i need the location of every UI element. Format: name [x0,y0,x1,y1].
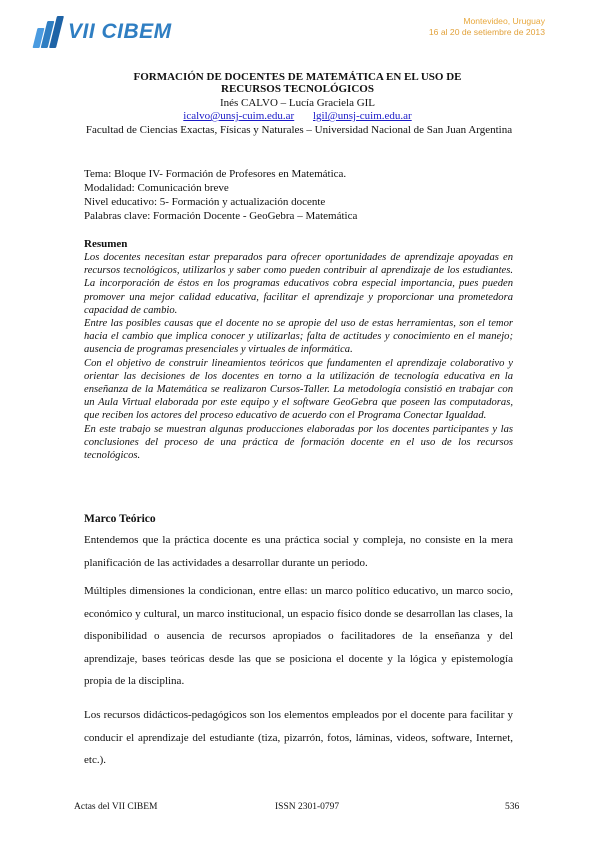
meta-palabras-clave: Palabras clave: Formación Docente - GeoGebra – Matemática [84,210,358,222]
marco-teorico-heading: Marco Teórico [84,513,156,525]
abstract-paragraph: Entre las posibles causas que el docente no se apropie del uso de estas herramientas, son el temor hacia el cambio que implica conocer y utilizarlas; falta de actitudes y conocimiento en el manejo; ausencia de programas presenciales y virtuales de informática. [84,318,513,356]
title-line-1: FORMACIÓN DE DOCENTES DE MATEMÁTICA EN EL USO DE [133,71,462,83]
event-info [429,16,545,38]
cibem-logo [34,14,172,50]
body-paragraph: Múltiples dimensiones la condicionan, entre ellas: un marco político educativo, un marco socio, económico y cultural, un marco institucional, un espacio físico donde se desarrollan las clases, la disponibilidad o ausencia de recursos apropiados o facilitadores de la enseñanza y del aprendizaje, bases teóricas desde las que se posiciona el docente y la lógica y epistemología propia de la disciplina. [84,585,513,688]
abstract-paragraph: En este trabajo se muestran algunas producciones elaboradas por los docentes participantes y las conclusiones del proceso de una práctica de formación docente en el uso de los recursos tecnológicos. [84,423,513,462]
meta-nivel: Nivel educativo: 5- Formación y actualización docente [84,196,326,208]
event-dates: 16 al 20 de setiembre de 2013 [428,27,545,37]
footer-proceedings: Actas del VII CIBEM [74,802,158,812]
abstract [84,251,513,462]
meta-modalidad: Modalidad: Comunicación breve [84,182,229,194]
paper-title [60,71,535,95]
page-number: 536 [505,802,520,812]
page-header [0,0,595,62]
event-city: Montevideo, Uruguay [463,16,545,26]
resumen-heading: Resumen [84,238,128,250]
meta-tema: Tema: Bloque IV- Formación de Profesores en Matemática. [84,168,347,180]
affiliation: Facultad de Ciencias Exactas, Físicas y Naturales – Universidad Nacional de San Juan Argentina [85,124,513,136]
abstract-paragraph: Los docentes necesitan estar preparados para ofrecer oportunidades de aprendizaje apoyadas en recursos tecnológicos, utilizarlos y saber como pueden contribuir al aprendizaje de los estudiantes. La incorporación de éstos en los programas educativos cobra especial importancia, pues pueden promover una mejor calidad educativa, facilitar el aprendizaje y proporcionar una prometedora capacidad de cambio. [84,252,513,316]
authors: Inés CALVO – Lucía Graciela GIL [219,97,376,109]
abstract-paragraph: Con el objetivo de construir lineamientos teóricos que fundamenten el aprendizaje colaborativo y orientar las decisiones de los docentes en torno a la utilización de tecnología educativa en la enseñanza de la Matemática se realizaron Cursos-Taller. La metodología consistió en trabajar con un Aula Virtual elaborada por este equipo y el software GeoGebra que poseen las computadoras, que reciben los actores del proceso educativo de acuerdo con el Programa Conectar Igualdad. [84,357,513,422]
body-paragraph: Entendemos que la práctica docente es una práctica social y compleja, no consiste en la mera planificación de las actividades a desarrollar durante un periodo. [84,534,513,569]
title-line-2: RECURSOS TECNOLÓGICOS [221,83,374,95]
cibem-logo-icon [34,16,64,48]
body-paragraph: Los recursos didácticos-pedagógicos son los elementos empleados por el docente para facilitar y conducir el aprendizaje del estudiante (tiza, pizarrón, fotos, láminas, videos, software, Internet, etc.). [84,709,513,767]
paper-metadata [84,167,357,223]
email-link-2[interactable]: lgil@unsj-cuim.edu.ar [312,110,412,122]
logo-text: VII CIBEM [68,20,172,43]
author-emails [60,110,535,122]
email-link-1[interactable]: icalvo@unsj-cuim.edu.ar [183,110,295,122]
footer-issn: ISSN 2301-0797 [275,802,340,812]
